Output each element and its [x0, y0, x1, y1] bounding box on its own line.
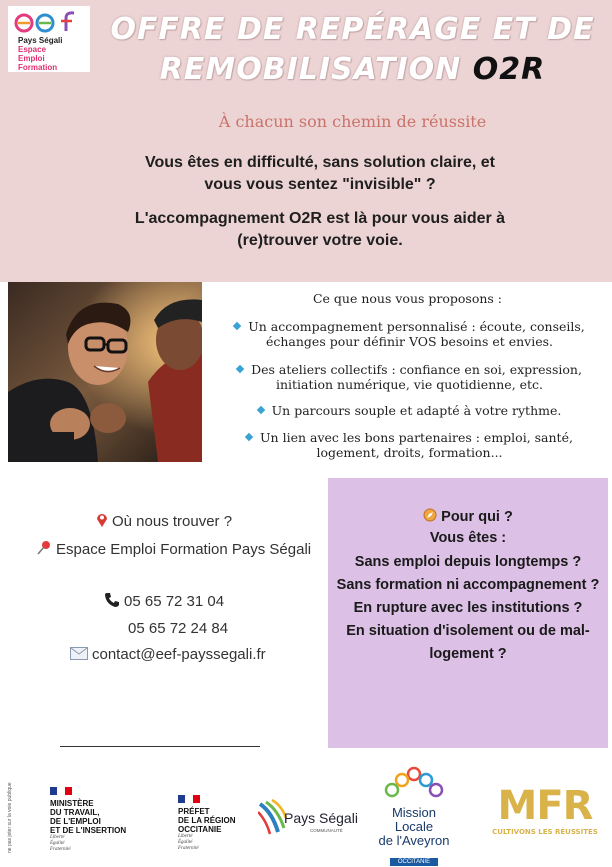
prefet-line: DE LA RÉGION: [178, 816, 236, 825]
lead-line-3: L'accompagnement O2R est là pour vous aider à: [134, 210, 506, 227]
french-flag-icon: [178, 795, 200, 803]
who-item: En situation d'isolement ou de mal-: [346, 623, 590, 639]
title-main: REMOBILISATION: [159, 52, 462, 87]
mission-locale-logo: [372, 766, 456, 867]
contact-email: [70, 646, 266, 664]
lead-line-1: Vous êtes en difficulté, sans solution claire, et: [144, 154, 495, 171]
logo-line-emploi: Emploi: [18, 54, 45, 63]
motto-line: Liberté: [178, 834, 193, 839]
compass-icon: [423, 508, 437, 526]
title-line-2: [100, 50, 605, 90]
contact-phone-1: [104, 592, 224, 612]
diamond-bullet-icon: [236, 364, 244, 372]
ministere-line: DU TRAVAIL,: [50, 808, 100, 817]
offer-item-line: initiation numérique, vie quotidienne, etc.: [275, 377, 544, 392]
diamond-bullet-icon: [256, 405, 264, 413]
ministere-line: ET DE L'INSERTION: [50, 826, 127, 835]
title-accent: O2R: [472, 52, 546, 87]
mission-locale-line: Mission Locale: [391, 805, 437, 834]
contact-phone-2: 05 65 72 24 84: [128, 620, 229, 637]
eef-logo: [8, 6, 90, 72]
contact-where: [96, 512, 232, 532]
offer-item: [212, 430, 607, 460]
pushpin-icon: [36, 540, 52, 560]
mission-locale-region: OCCITANIE: [390, 858, 438, 866]
pays-segali-sub: COMMUNAUTÉ: [310, 828, 343, 833]
mission-locale-line: de l'Aveyron: [378, 833, 450, 848]
who-item: Sans emploi depuis longtemps ?: [354, 554, 582, 570]
motto-line: Égalité: [178, 840, 193, 845]
offer-item: [212, 403, 607, 418]
motto-line: Fraternité: [50, 847, 71, 852]
contact-place-text: Espace Emploi Formation Pays Ségali: [56, 540, 312, 558]
prefet-line: PRÉFET: [178, 807, 210, 816]
ministere-logo: [50, 780, 170, 853]
mfr-logo: [480, 783, 610, 836]
prefet-logo: [178, 788, 258, 852]
who-item: logement ?: [429, 646, 507, 662]
prefet-line: OCCITANIE: [178, 825, 222, 834]
who-item: Sans formation ni accompagnement ?: [336, 577, 600, 593]
french-flag-icon: [50, 787, 72, 795]
offer-item-line: Des ateliers collectifs : confiance en soi, expression,: [251, 362, 582, 377]
offer-item-line: Un lien avec les bons partenaires : emploi, santé,: [260, 430, 573, 445]
offer-item-line: Un parcours souple et adapté à votre rythme.: [271, 403, 562, 418]
offer-item-line: échanges pour définir VOS besoins et envies.: [265, 334, 554, 349]
who-sub: Vous êtes :: [429, 530, 507, 546]
title-line-1: OFFRE DE REPÉRAGE ET DE: [110, 12, 595, 47]
lead-line-4: (re)trouver votre voie.: [237, 232, 403, 249]
offer-item: [212, 319, 607, 349]
envelope-icon: [70, 647, 88, 664]
offer-item: [212, 362, 607, 392]
who-heading-text: Pour qui ?: [441, 508, 513, 525]
motto-line: Égalité: [50, 841, 65, 846]
divider-line: [60, 746, 260, 747]
mfr-slogan: CULTIVONS LES RÉUSSITES: [492, 828, 598, 836]
ministere-line: MINISTÈRE: [50, 799, 94, 808]
ministere-line: DE L'EMPLOI: [50, 817, 101, 826]
contact-place: [36, 540, 311, 560]
logo-line-espace: Espace: [18, 45, 47, 54]
contact-where-text: Où nous trouver ?: [112, 512, 233, 530]
offer-intro: Ce que nous vous proposons :: [312, 291, 503, 306]
map-pin-icon: [96, 512, 108, 532]
side-note: ne pas jeter sur la voie publique: [7, 782, 13, 853]
who-heading: [328, 508, 608, 526]
contact-email-text: contact@eef-payssegali.fr: [92, 646, 266, 663]
motto-line: Liberté: [50, 835, 65, 840]
tagline: À chacun son chemin de réussite: [218, 112, 487, 131]
offer-item-line: Un accompagnement personnalisé : écoute, conseils,: [248, 319, 585, 334]
photo-two-men: [8, 282, 202, 462]
diamond-bullet-icon: [245, 432, 253, 440]
pays-segali-name: Pays Ségali: [284, 810, 358, 826]
eef-logo-mark: [14, 8, 84, 36]
motto-line: Fraternité: [178, 846, 199, 851]
diamond-bullet-icon: [233, 321, 241, 329]
logo-line-formation: Formation: [18, 63, 58, 72]
mfr-mark: MFR: [497, 783, 593, 829]
mission-locale-people-icon: [382, 766, 446, 802]
contact-phone-1-text: 05 65 72 31 04: [124, 592, 225, 610]
phone-icon: [104, 592, 120, 612]
who-item: En rupture avec les institutions ?: [353, 600, 583, 616]
page-title: [100, 10, 605, 90]
lead-line-2: vous vous sentez "invisible" ?: [204, 176, 436, 193]
logo-line-pays: Pays Ségali: [18, 36, 63, 45]
offer-item-line: logement, droits, formation...: [316, 445, 503, 460]
